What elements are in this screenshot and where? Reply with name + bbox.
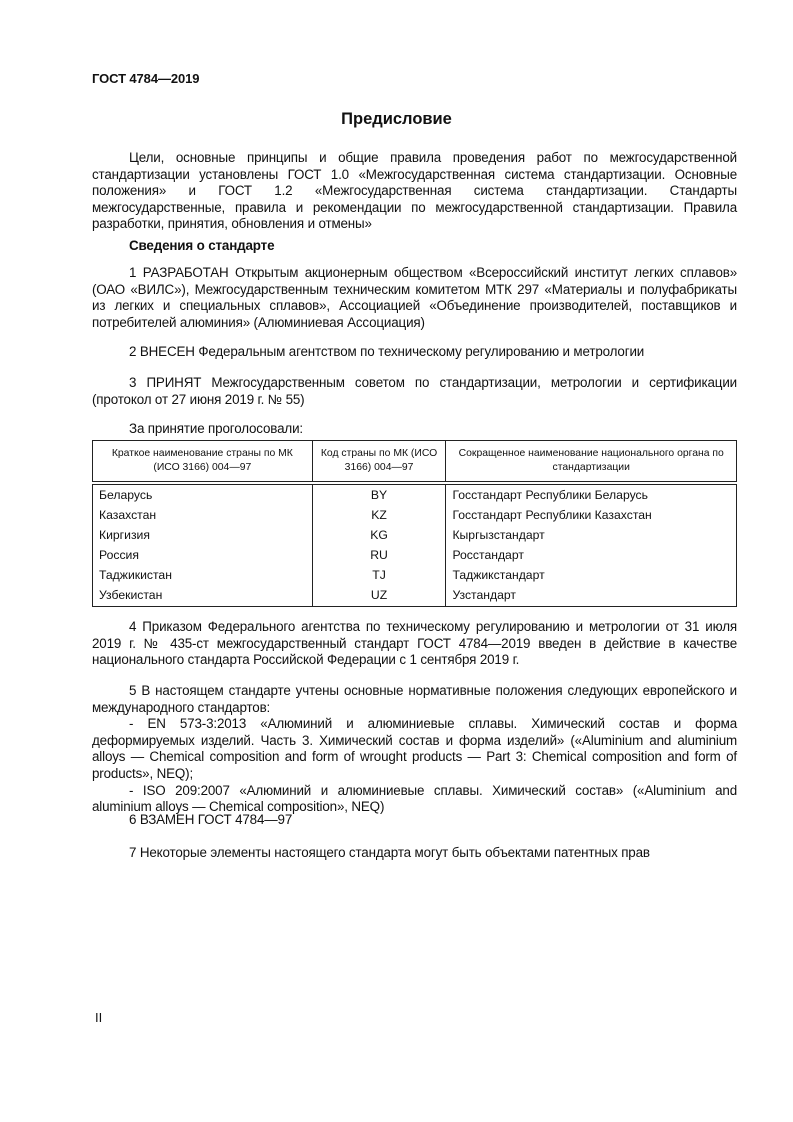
- authority-cell: Кыргызстандарт: [446, 525, 737, 545]
- table-row: [93, 525, 737, 545]
- page-number: II: [95, 1010, 103, 1025]
- table-row: [93, 545, 737, 565]
- item-3-adopted-by: 3 ПРИНЯТ Межгосударственным советом по стандартизации, метрологии и сертификации (протокол от 27 июня 2019 г. № 55): [92, 375, 737, 407]
- document-code-header: ГОСТ 4784—2019: [92, 71, 200, 86]
- page-title: Предисловие: [341, 110, 452, 128]
- code-cell: UZ: [312, 585, 446, 607]
- code-cell: KG: [312, 525, 446, 545]
- item-5-referenced-standards: [92, 683, 737, 816]
- item-7-patent-notice: 7 Некоторые элементы настоящего стандарта могут быть объектами патентных прав: [129, 845, 650, 860]
- voting-countries-table: [92, 440, 737, 607]
- item-6-replaces: 6 ВЗАМЕН ГОСТ 4784—97: [129, 812, 293, 827]
- code-cell: BY: [312, 483, 446, 505]
- country-cell: Беларусь: [93, 483, 313, 505]
- item-2-submitted-by: 2 ВНЕСЕН Федеральным агентством по техническому регулированию и метрологии: [129, 344, 645, 359]
- country-cell: Узбекистан: [93, 585, 313, 607]
- code-cell: KZ: [312, 505, 446, 525]
- country-cell: Таджикистан: [93, 565, 313, 585]
- authority-cell: Узстандарт: [446, 585, 737, 607]
- table-row: [93, 483, 737, 505]
- code-cell: TJ: [312, 565, 446, 585]
- table-row: [93, 505, 737, 525]
- vote-label: За принятие проголосовали:: [129, 421, 303, 436]
- table-row: [93, 585, 737, 607]
- column-header-country: Краткое наименование страны по МК (ИСО 3166) 004—97: [93, 441, 313, 484]
- section-heading: Сведения о стандарте: [129, 238, 275, 253]
- reference-iso-209: - ISO 209:2007 «Алюминий и алюминиевые сплавы. Химический состав» («Aluminium and aluminium alloys — Chemical composition», NEQ): [92, 782, 737, 815]
- item-5-intro: 5 В настоящем стандарте учтены основные нормативные положения следующих европейского и международного стандартов:: [92, 683, 737, 715]
- column-header-authority: Сокращенное наименование национального органа по стандартизации: [446, 441, 737, 484]
- authority-cell: Таджикстандарт: [446, 565, 737, 585]
- country-cell: Киргизия: [93, 525, 313, 545]
- country-cell: Россия: [93, 545, 313, 565]
- intro-paragraph: Цели, основные принципы и общие правила проведения работ по межгосударственной стандартизации установлены ГОСТ 1.0 «Межгосударственная система стандартизации. Основные положения» и ГОСТ 1.2 «Межгосударственная система стандартизации. Стандарты межгосударственные, правила и рекомендации по межгосударственной стандартизации. Правила разработки, принятия, обновления и отмены»: [92, 150, 737, 232]
- authority-cell: Госстандарт Республики Беларусь: [446, 483, 737, 505]
- table-header-row: [93, 441, 737, 484]
- column-header-code: Код страны по МК (ИСО 3166) 004—97: [312, 441, 446, 484]
- table-row: [93, 565, 737, 585]
- item-4-enacted: 4 Приказом Федерального агентства по техническому регулированию и метрологии от 31 июля 2019 г. № 435-ст межгосударственный стандарт ГОСТ 4784—2019 введен в действие в качестве национального стандарта Российской Федерации с 1 сентября 2019 г.: [92, 619, 737, 668]
- reference-en-573-3: - EN 573-3:2013 «Алюминий и алюминиевые сплавы. Химический состав и форма деформируемых изделий. Часть 3. Химический состав и форма изделий» («Aluminium and aluminium alloys — Chemical composition and form of wrought products — Part 3: Chemical composition and form of products», NEQ);: [92, 716, 737, 781]
- item-1-developed-by: 1 РАЗРАБОТАН Открытым акционерным обществом «Всероссийский институт легких сплавов» (ОАО «ВИЛС»), Межгосударственным техническим комитетом МТК 297 «Материалы и полуфабрикаты из легких и специальных сплавов», Ассоциацией «Объединение производителей, поставщиков и потребителей алюминия» (Алюминиевая Ассоциация): [92, 265, 737, 330]
- country-cell: Казахстан: [93, 505, 313, 525]
- authority-cell: Росстандарт: [446, 545, 737, 565]
- code-cell: RU: [312, 545, 446, 565]
- authority-cell: Госстандарт Республики Казахстан: [446, 505, 737, 525]
